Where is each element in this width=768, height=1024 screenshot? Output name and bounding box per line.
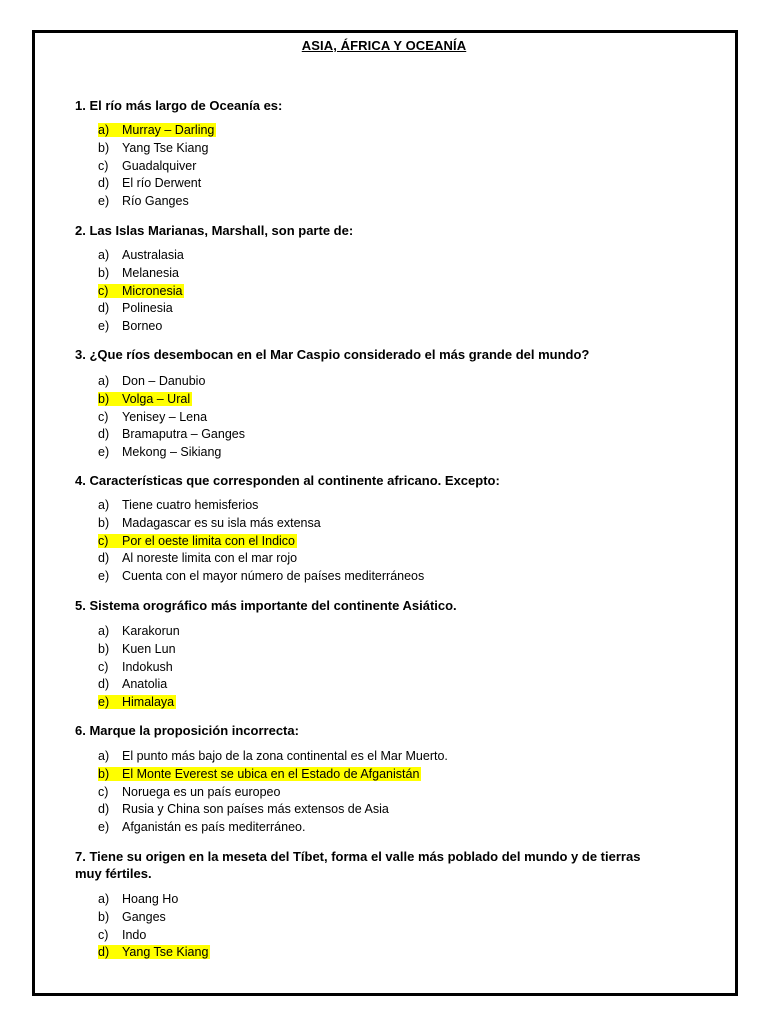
option-letter: b) <box>98 140 110 155</box>
option-content <box>98 159 196 173</box>
answer-highlight <box>98 695 176 709</box>
option-letter: e) <box>98 319 110 334</box>
option <box>98 891 210 909</box>
correct-option <box>98 283 184 301</box>
option-letter: b) <box>98 766 110 781</box>
option-letter: d) <box>98 427 110 442</box>
option <box>98 568 424 586</box>
option-content <box>98 551 297 565</box>
option <box>98 927 210 945</box>
option <box>98 300 184 318</box>
option-text: Río Ganges <box>122 194 189 209</box>
option-text: Yang Tse Kiang <box>122 945 209 960</box>
question-3: 3. ¿Que ríos desembocan en el Mar Caspio considerado el más grande del mundo? <box>75 347 590 362</box>
option-text: Karakorun <box>122 624 180 638</box>
option <box>98 409 245 427</box>
option-letter: d) <box>98 802 110 817</box>
option-content <box>98 749 448 763</box>
option-text: El Monte Everest se ubica en el Estado de Afganistán <box>122 766 420 781</box>
option-content <box>98 569 424 583</box>
option-text: Murray – Darling <box>122 123 215 137</box>
option <box>98 497 424 515</box>
option <box>98 623 180 641</box>
option-text: El río Derwent <box>122 176 202 191</box>
question-1: 1. El río más largo de Oceanía es: <box>75 98 283 113</box>
option-content <box>98 624 180 638</box>
option-content <box>98 785 280 799</box>
option-text: Indokush <box>122 659 173 674</box>
option-text: Yang Tse Kiang <box>122 140 209 155</box>
option-letter: e) <box>98 445 110 460</box>
option <box>98 444 245 462</box>
answer-highlight <box>98 123 216 137</box>
question-2: 2. Las Islas Marianas, Marshall, son parte de: <box>75 223 354 238</box>
option-letter: d) <box>98 176 110 191</box>
option-text: Mekong – Sikiang <box>122 445 222 460</box>
option-content <box>98 802 389 816</box>
option-letter: b) <box>98 909 110 924</box>
option-letter: d) <box>98 945 110 960</box>
option-letter: c) <box>98 533 109 548</box>
option-text: Himalaya <box>122 695 175 710</box>
option-text: Por el oeste limita con el Indico <box>122 533 296 548</box>
option-letter: c) <box>98 158 109 173</box>
option-content <box>98 266 179 280</box>
answer-highlight <box>98 767 421 781</box>
option-text: Rusia y China son países más extensos de Asia <box>122 802 389 817</box>
option-text: Anatolia <box>122 677 168 692</box>
option-list <box>98 623 180 712</box>
option-content <box>98 498 258 512</box>
correct-option <box>98 122 216 140</box>
answer-highlight <box>98 392 192 406</box>
option-letter: a) <box>98 498 110 512</box>
option-letter: a) <box>98 749 110 763</box>
option-letter: b) <box>98 265 110 280</box>
option-content <box>98 516 321 530</box>
option-list <box>98 373 245 462</box>
option-text: Borneo <box>122 319 163 334</box>
option-content <box>98 820 305 834</box>
option <box>98 659 180 677</box>
option-content <box>98 892 178 906</box>
option-content <box>98 410 207 424</box>
option-list <box>98 748 448 837</box>
option-letter: d) <box>98 551 110 566</box>
option-content <box>98 176 201 190</box>
option-content <box>98 427 245 441</box>
option-letter: a) <box>98 374 110 388</box>
option-letter: e) <box>98 194 110 209</box>
option-content <box>98 642 176 656</box>
option-text: Al noreste limita con el mar rojo <box>122 551 298 566</box>
option-content <box>98 248 184 262</box>
correct-option <box>98 694 180 712</box>
option-letter: a) <box>98 123 110 137</box>
option-letter: c) <box>98 927 109 942</box>
option <box>98 819 448 837</box>
option-text: Cuenta con el mayor número de países mediterráneos <box>122 569 425 584</box>
option-letter: b) <box>98 391 110 406</box>
option-letter: a) <box>98 624 110 638</box>
option-text: Noruega es un país europeo <box>122 784 281 799</box>
option-letter: c) <box>98 659 109 674</box>
option-letter: a) <box>98 892 110 906</box>
question-5: 5. Sistema orográfico más importante del continente Asiático. <box>75 598 457 613</box>
page-title: ASIA, ÁFRICA Y OCEANÍA <box>301 38 467 53</box>
option <box>98 909 210 927</box>
option-letter: c) <box>98 283 109 298</box>
option-content <box>98 660 173 674</box>
option <box>98 247 184 265</box>
option-letter: c) <box>98 409 109 424</box>
correct-option <box>98 533 424 551</box>
option-text: Don – Danubio <box>122 374 206 388</box>
option-text: Polinesia <box>122 301 173 316</box>
option <box>98 140 216 158</box>
option-letter: b) <box>98 515 110 530</box>
option-content <box>98 301 173 315</box>
option-list <box>98 497 424 586</box>
option-text: Madagascar es su isla más extensa <box>122 515 321 530</box>
option-content <box>98 928 146 942</box>
option-list <box>98 247 184 336</box>
option-text: Kuen Lun <box>122 641 176 656</box>
option-content <box>98 445 221 459</box>
option <box>98 801 448 819</box>
option-text: Ganges <box>122 909 166 924</box>
option-content <box>98 374 205 388</box>
option <box>98 175 216 193</box>
option-letter: c) <box>98 784 109 799</box>
option-content <box>98 141 208 155</box>
option-text: Hoang Ho <box>122 892 179 906</box>
option-text: Melanesia <box>122 265 179 280</box>
option <box>98 193 216 211</box>
correct-option <box>98 391 245 409</box>
option-text: Afganistán es país mediterráneo. <box>122 820 306 835</box>
option-text: Bramaputra – Ganges <box>122 427 245 442</box>
option-content <box>98 910 166 924</box>
option <box>98 550 424 568</box>
option <box>98 641 180 659</box>
answer-highlight <box>98 534 297 548</box>
correct-option <box>98 766 448 784</box>
option-list <box>98 122 216 211</box>
option <box>98 318 184 336</box>
answer-highlight <box>98 284 184 298</box>
option <box>98 426 245 444</box>
option-text: Guadalquiver <box>122 158 197 173</box>
option-text: Yenisey – Lena <box>122 409 208 424</box>
option-letter: b) <box>98 641 110 656</box>
option-letter: e) <box>98 695 110 710</box>
option-text: Volga – Ural <box>122 391 191 406</box>
option-list <box>98 891 210 962</box>
option <box>98 676 180 694</box>
option-letter: d) <box>98 677 110 692</box>
option-text: El punto más bajo de la zona continental es el Mar Muerto. <box>122 749 448 763</box>
option <box>98 373 245 391</box>
option-text: Tiene cuatro hemisferios <box>122 498 259 512</box>
option <box>98 748 448 766</box>
option-text: Micronesia <box>122 283 183 298</box>
option <box>98 784 448 802</box>
option-letter: e) <box>98 820 110 835</box>
option <box>98 265 184 283</box>
option-text: Australasia <box>122 248 184 262</box>
option <box>98 158 216 176</box>
option-letter: d) <box>98 301 110 316</box>
option-letter: e) <box>98 569 110 584</box>
correct-option <box>98 944 210 962</box>
option-text: Indo <box>122 927 147 942</box>
question-7: 7. Tiene su origen en la meseta del Tíbet, forma el valle más poblado del mundo y de tierras muy fértiles. <box>75 849 641 881</box>
option-content <box>98 677 167 691</box>
option-content <box>98 319 162 333</box>
option-content <box>98 194 189 208</box>
option-letter: a) <box>98 248 110 262</box>
question-6: 6. Marque la proposición incorrecta: <box>75 723 299 738</box>
answer-highlight <box>98 945 210 959</box>
question-4: 4. Características que corresponden al continente africano. Excepto: <box>75 473 500 488</box>
option <box>98 515 424 533</box>
